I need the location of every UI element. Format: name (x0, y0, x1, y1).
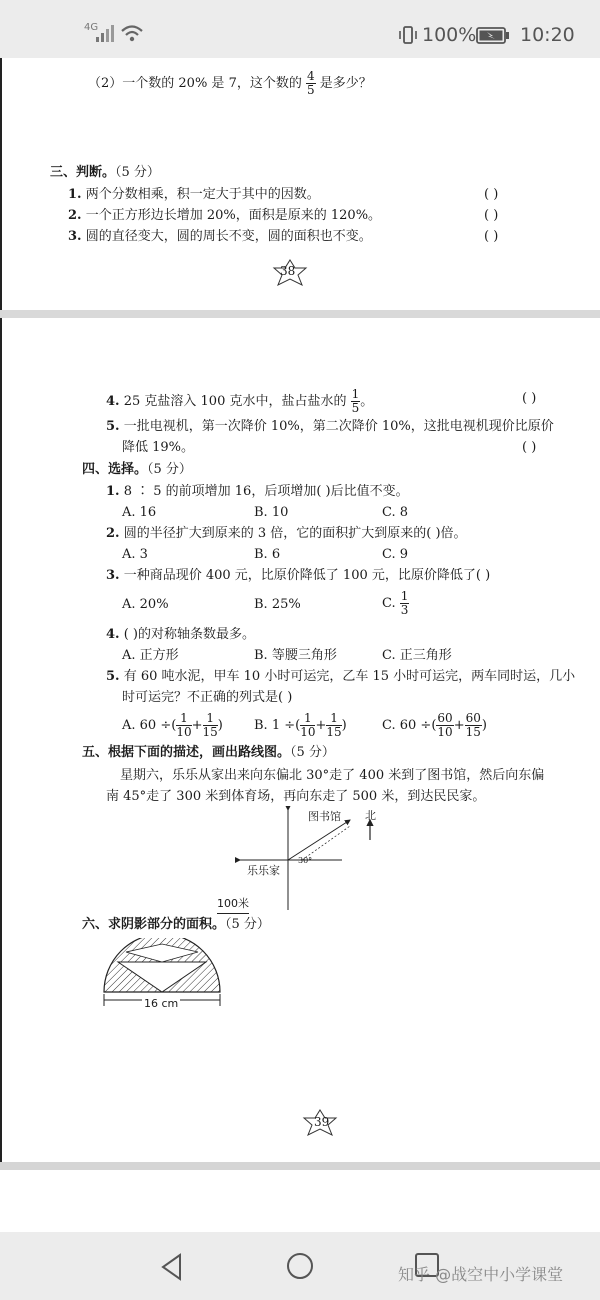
option-b[interactable]: B. 1 ÷( $\frac{1}{10}$ + $\frac{1}{15}$ ) (254, 711, 347, 739)
navigation-bar (0, 1232, 600, 1300)
choice-item-2 (106, 525, 467, 543)
section-title: 六、求阴影部分的面积。 (82, 917, 226, 932)
dimension-label: 16 cm (142, 995, 180, 1013)
option-label: C. (382, 596, 396, 611)
item-number: 3. (68, 229, 82, 244)
fraction-one-fifth (351, 388, 361, 415)
question-2-prefix: （2）一个数的 20% 是 7，这个数的 (88, 76, 302, 91)
item-number: 4. (106, 394, 120, 409)
frac-num: 1 (351, 387, 360, 401)
plus-sign: + (191, 718, 203, 733)
judge-item-5 (106, 418, 554, 436)
section-score: （5 分） (225, 917, 270, 932)
frac-c2 (465, 712, 482, 739)
choice-item-1 (106, 483, 409, 501)
frac-c1 (436, 712, 453, 739)
description-line-2: 南 45°走了 300 米到体育场，再向东走了 500 米，到达民民家。 (106, 789, 486, 804)
item-number: 2. (106, 526, 120, 541)
option-b[interactable]: B. 6 (254, 547, 281, 562)
description-line-1: 星期六，乐乐从家出来向东偏北 30°走了 400 米到了图书馆，然后向东偏 (120, 768, 545, 783)
page-number: 39 (314, 1115, 330, 1129)
page-separator-bottom (0, 1162, 600, 1170)
answer-blank[interactable]: ( ) (522, 440, 537, 455)
frac-a1 (176, 712, 191, 739)
option-c[interactable]: C. 正三角形 (382, 648, 452, 663)
answer-blank[interactable]: ( ) (484, 187, 499, 202)
item-number: 3. (106, 568, 120, 583)
choice-item-4 (106, 626, 255, 644)
frac-den: 15 (326, 725, 342, 739)
frac-num: 4 (306, 69, 315, 83)
section-6-heading (82, 916, 270, 934)
label-angle: 30° (298, 856, 313, 865)
item-number: 5. (106, 669, 120, 684)
frac-a2 (203, 712, 218, 739)
plus-sign: + (315, 718, 327, 733)
label-home: 乐乐家 (247, 864, 280, 877)
option-a[interactable]: A. 正方形 (122, 648, 179, 663)
item-number: 1. (68, 187, 82, 202)
answer-blank[interactable]: ( ) (484, 208, 499, 223)
page-separator (0, 310, 600, 318)
item-text: 一批电视机，第一次降价 10%，第二次降价 10%，这批电视机现价比原价 (123, 419, 554, 434)
fraction-four-fifths (306, 70, 316, 97)
vibrate-icon (398, 25, 418, 45)
option-b[interactable]: B. 25% (254, 597, 301, 612)
battery-percent: 100% (422, 24, 477, 46)
watermark: 知乎 @战空中小学课堂 (398, 1265, 564, 1284)
frac-num: 1 (176, 712, 191, 726)
wifi-icon (120, 24, 144, 42)
answer-blank[interactable]: ( ) (522, 391, 537, 406)
frac-num: 1 (300, 712, 315, 726)
item-text: 有 60 吨水泥，甲车 10 小时可运完，乙车 15 小时可运完，两车同时运，几小 (123, 669, 576, 684)
back-icon[interactable] (158, 1252, 186, 1282)
option-c[interactable]: C. 60 ÷( $\frac{60}{10}$ + $\frac{60}{15}$ ) (382, 711, 487, 739)
answer-blank[interactable]: ( ) (484, 229, 499, 244)
item-number: 1. (106, 484, 120, 499)
option-b[interactable]: B. 10 (254, 505, 289, 520)
frac-b2 (326, 712, 341, 739)
option-c[interactable] (382, 590, 409, 617)
frac-num: 1 (326, 712, 341, 726)
frac-den: 15 (202, 725, 218, 739)
frac-den: 10 (437, 725, 453, 739)
item-text-line2: 时可运完？不正确的列式是( ) (122, 690, 293, 705)
section-score: （5 分） (290, 745, 335, 760)
judge-item-1 (68, 186, 320, 204)
section-score: （5 分） (147, 462, 192, 477)
frac-num: 60 (437, 711, 453, 725)
scale-label: 100米 (217, 895, 249, 914)
item-text: 两个分数相乘，积一定大于其中的因数。 (85, 187, 320, 202)
choice-item-3 (106, 567, 490, 585)
item-text-line2: 降低 19%。 (122, 440, 195, 455)
section-title: 三、判断。 (50, 165, 116, 180)
option-a[interactable]: A. 20% (122, 597, 169, 612)
page-number: 38 (280, 264, 296, 278)
frac-num: 60 (465, 711, 481, 725)
option-c[interactable]: C. 8 (382, 505, 409, 520)
section-score: （5 分） (115, 165, 160, 180)
item-text: 25 克盐溶入 100 克水中，盐占盐水的 (123, 394, 347, 409)
judge-item-3 (68, 228, 372, 246)
plus-sign: + (453, 718, 465, 733)
option-b[interactable]: B. 等腰三角形 (254, 648, 337, 663)
page-38 (0, 58, 600, 310)
section-5-heading (82, 744, 335, 762)
frac-den: 10 (300, 725, 316, 739)
frac-num: 1 (203, 712, 218, 726)
option-c[interactable]: C. 9 (382, 547, 409, 562)
item-number: 2. (68, 208, 82, 223)
page-39 (0, 318, 600, 1164)
item-text: 圆的直径变大，圆的周长不变，圆的面积也不变。 (85, 229, 372, 244)
section-3-heading (50, 164, 160, 182)
judge-item-4 (106, 388, 373, 415)
network-type: 4G (84, 22, 99, 33)
item-number: 5. (106, 419, 120, 434)
item-text: 一种商品现价 400 元，比原价降低了 100 元，比原价降低了( ) (123, 568, 491, 583)
fraction-one-third (400, 590, 410, 617)
item-text: 圆的半径扩大到原来的 3 倍，它的面积扩大到原来的( )倍。 (123, 526, 467, 541)
label-north: 北 (365, 809, 376, 822)
frac-den: 3 (400, 603, 409, 617)
judge-item-2 (68, 207, 381, 225)
frac-den: 10 (176, 725, 192, 739)
question-2-suffix: 是多少？ (319, 76, 372, 91)
option-a[interactable]: A. 16 (122, 505, 157, 520)
frac-den: 15 (465, 725, 481, 739)
option-a[interactable]: A. 60 ÷( $\frac{1}{10}$ + $\frac{1}{15}$ ) (122, 711, 223, 739)
frac-den: 5 (351, 401, 360, 415)
section-title: 四、选择。 (82, 462, 148, 477)
frac-num: 1 (400, 589, 409, 603)
item-end: 。 (360, 394, 374, 409)
option-label: A. 60 ÷ (122, 718, 172, 733)
section-4-heading (82, 461, 192, 479)
signal-icon (96, 24, 118, 42)
item-number: 4. (106, 627, 120, 642)
item-text: ( )的对称轴条数最多。 (123, 627, 255, 642)
option-label: C. 60 ÷ (382, 718, 432, 733)
home-icon[interactable] (284, 1250, 316, 1282)
option-a[interactable]: A. 3 (122, 547, 148, 562)
battery-charging-icon (476, 27, 510, 44)
frac-b1 (300, 712, 315, 739)
frac-den: 5 (306, 83, 315, 97)
item-text: 8 ∶ 5 的前项增加 16，后项增加( )后比值不变。 (123, 484, 409, 499)
option-label: B. 1 ÷ (254, 718, 296, 733)
item-text: 一个正方形边长增加 20%，面积是原来的 120%。 (85, 208, 382, 223)
label-library: 图书馆 (308, 810, 341, 823)
clock: 10:20 (520, 24, 575, 46)
choice-item-5 (106, 668, 575, 686)
question-2 (88, 70, 372, 97)
section-title: 五、根据下面的描述，画出路线图。 (82, 745, 291, 760)
